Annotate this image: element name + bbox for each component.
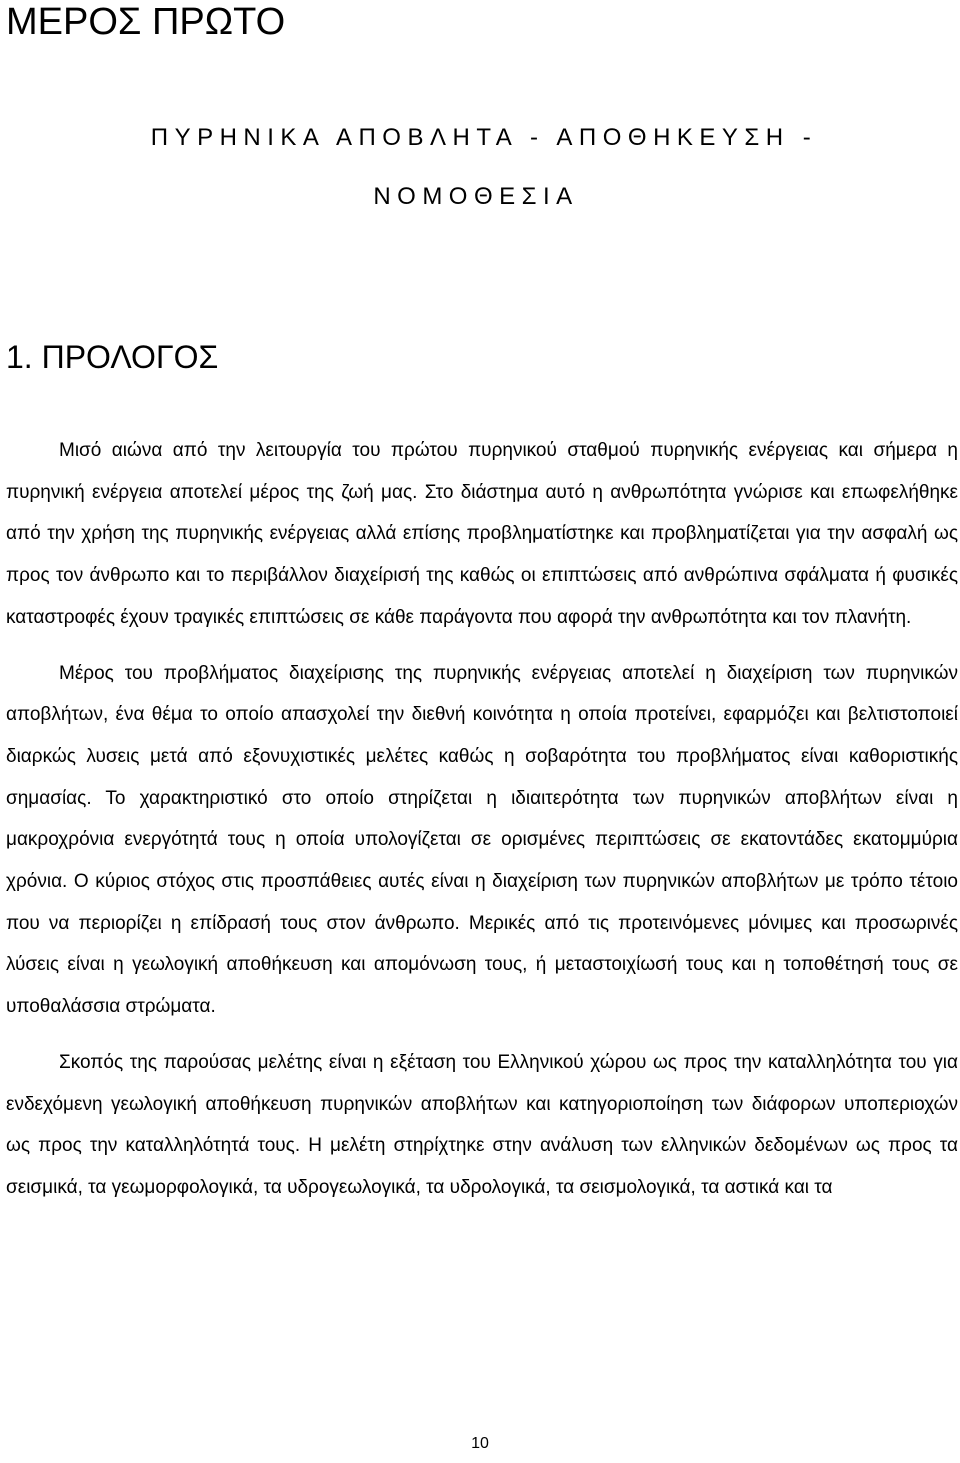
section-heading: 1. ΠΡΟΛΟΓΟΣ — [6, 339, 219, 375]
document-subtitle-line-1: ΠΥΡΗΝΙΚΑ ΑΠΟΒΛΗΤΑ - ΑΠΟΘΗΚΕΥΣΗ - — [150, 124, 818, 151]
document-subtitle-line-2: ΝΟΜΟΘΕΣΙΑ — [373, 183, 579, 210]
part-title: ΜΕΡΟΣ ΠΡΩΤΟ — [6, 1, 286, 43]
paragraph-waste-management: Μέρος του προβλήματος διαχείρισης της πυρηνικής ενέργειας αποτελεί η διαχείριση των πυρηνικών αποβλήτων, ένα θέμα το οποίο απασχολεί την διεθνή κοινότητα η οποία προτείνει, εφαρμόζει και βελτιστοποιεί διαρκώς λυσεις μετά από εξονυχιστικές μελέτες καθώς η σοβαρότητα του προβλήματος είναι καθοριστικής σημασίας. Το χαρακτηριστικό στο οποίο στηρίζεται η ιδιαιτερότητα των πυρηνικών αποβλήτων είναι η μακροχρόνια ενεργότητά τους η οποία υπολογίζεται σε ορισμένες περιπτώσεις σε εκατοντάδες εκατομμύρια χρόνια. Ο κύριος στόχος στις προσπάθειες αυτές είναι η διαχείριση των πυρηνικών αποβλήτων με τρόπο τέτοιο που να περιορίζει η επίδρασή τους στον άνθρωπο. Μερικές από τις προτεινόμενες μόνιμες και προσωρινές λύσεις είναι η γεωλογική αποθήκευση και απομόνωση τους, ή μεταστοιχίωσή τους και η τοποθέτησή τους σε υποθαλάσσια στρώματα. — [6, 662, 958, 1018]
page-number: 10 — [471, 1435, 489, 1452]
paragraph-study-purpose: Σκοπός της παρούσας μελέτης είναι η εξέταση του Ελληνικού χώρου ως προς την καταλληλότητα του για ενδεχόμενη γεωλογική αποθήκευση πυρηνικών αποβλήτων και κατηγοριοποίηση των διάφορων υποπεριοχών ως προς την καταλληλότητά τους. Η μελέτη στηρίχτηκε στην ανάλυση των ελληνικών δεδομένων ως προς τα σεισμικά, τα γεωμορφολογικά, τα υδρογεωλογικά, τα υδρολογικά, τα σεισμολογικά, τα αστικά και τα — [6, 1051, 958, 1198]
paragraph-intro: Μισό αιώνα από την λειτουργία του πρώτου πυρηνικού σταθμού πυρηνικής ενέργειας και σήμερα η πυρηνική ενέργεια αποτελεί μέρος της ζωή μας. Στο διάστημα αυτό η ανθρωπότητα γνώρισε και επωφελήθηκε από την χρήση της πυρηνικής ενέργειας αλλά επίσης προβληματίστηκε και προβληματίζεται για την ασφαλή ως προς τον άνθρωπο και το περιβάλλον διαχείρισή της καθώς οι επιπτώσεις από ανθρώπινα σφάλματα ή φυσικές καταστροφές έχουν τραγικές επιπτώσεις σε κάθε παράγοντα που αφορά την ανθρωπότητα και τον πλανήτη. — [6, 440, 958, 628]
body-text — [6, 430, 958, 1223]
